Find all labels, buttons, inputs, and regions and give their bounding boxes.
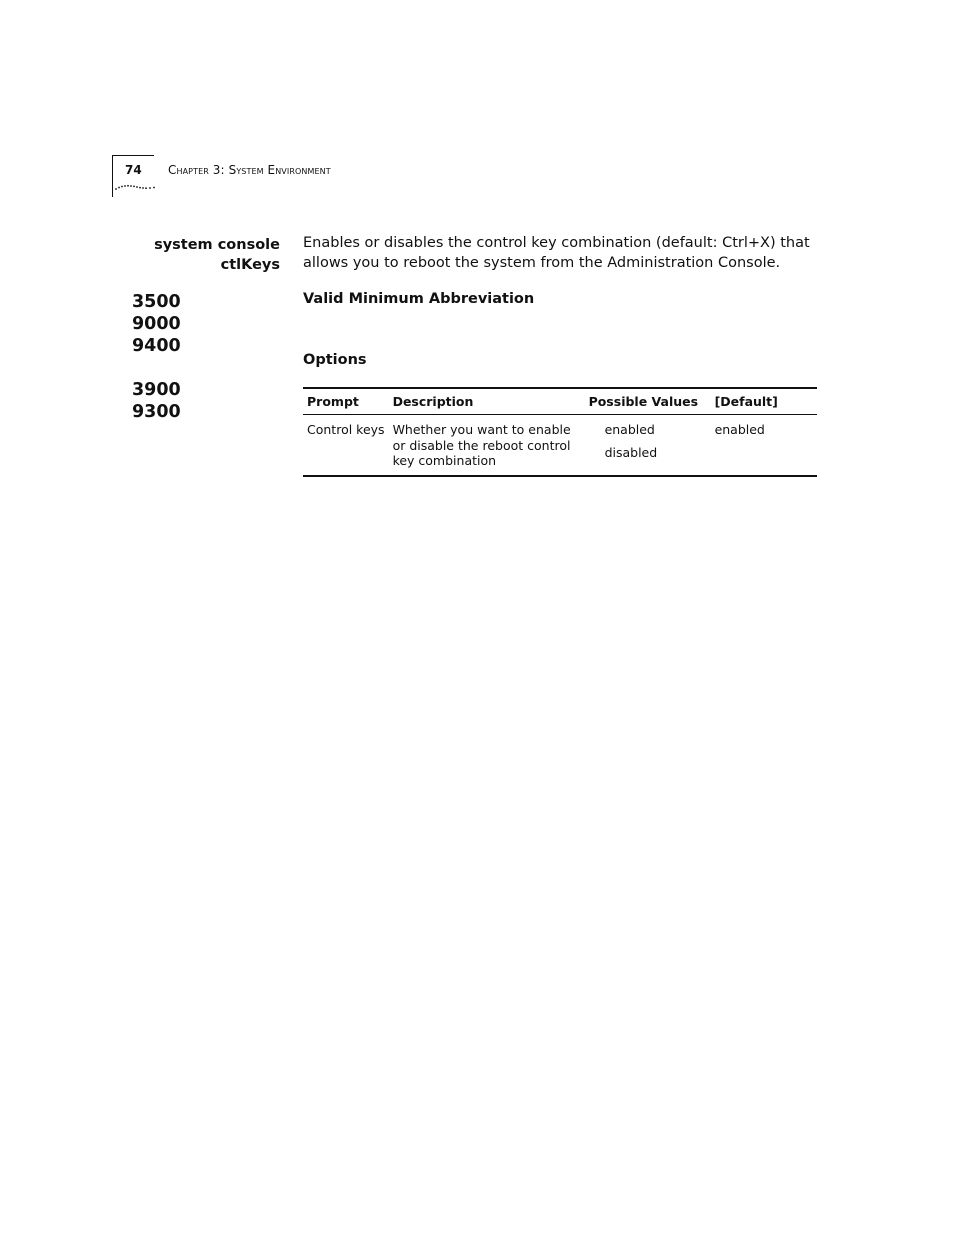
value-option: disabled [604, 444, 658, 460]
cell-prompt: Control keys [307, 422, 385, 437]
command-name-line1: system console [154, 237, 280, 253]
platform-item: 9300 [132, 402, 181, 422]
platform-list [132, 291, 181, 445]
options-table [303, 387, 817, 477]
command-name-line2: ctlKeys [220, 257, 280, 273]
platform-item: 3900 [132, 380, 181, 400]
abbreviation-heading: Valid Minimum Abbreviation [303, 291, 535, 307]
options-heading: Options [303, 352, 367, 368]
cell-default: enabled [714, 422, 765, 437]
header-rule-horizontal [112, 155, 154, 156]
cell-possible-values [585, 415, 711, 476]
chapter-title: Chapter 3: System Environment [168, 163, 331, 177]
platform-group-2 [132, 379, 181, 423]
platform-item: 3500 [132, 292, 181, 312]
command-description: Enables or disables the control key combination (default: Ctrl+X) that allows you to reboot the system from the Administration Console. [303, 235, 810, 271]
table-row [303, 415, 817, 476]
value-option: enabled [604, 422, 655, 437]
platform-group-1 [132, 291, 181, 357]
column-header-prompt: Prompt [307, 394, 359, 409]
cell-description: Whether you want to enable or disable the reboot control key combination [392, 422, 571, 468]
page-header [112, 155, 412, 197]
platform-item: 9400 [132, 336, 181, 356]
dotted-trail-icon [114, 181, 158, 193]
page-number: 74 [125, 163, 142, 177]
column-header-description: Description [392, 394, 474, 409]
header-rule-vertical [112, 155, 113, 197]
table-header-row [303, 388, 817, 415]
command-name [120, 235, 280, 275]
platform-item: 9000 [132, 314, 181, 334]
column-header-possible-values: Possible Values [588, 394, 699, 409]
column-header-default: [Default] [714, 394, 778, 409]
